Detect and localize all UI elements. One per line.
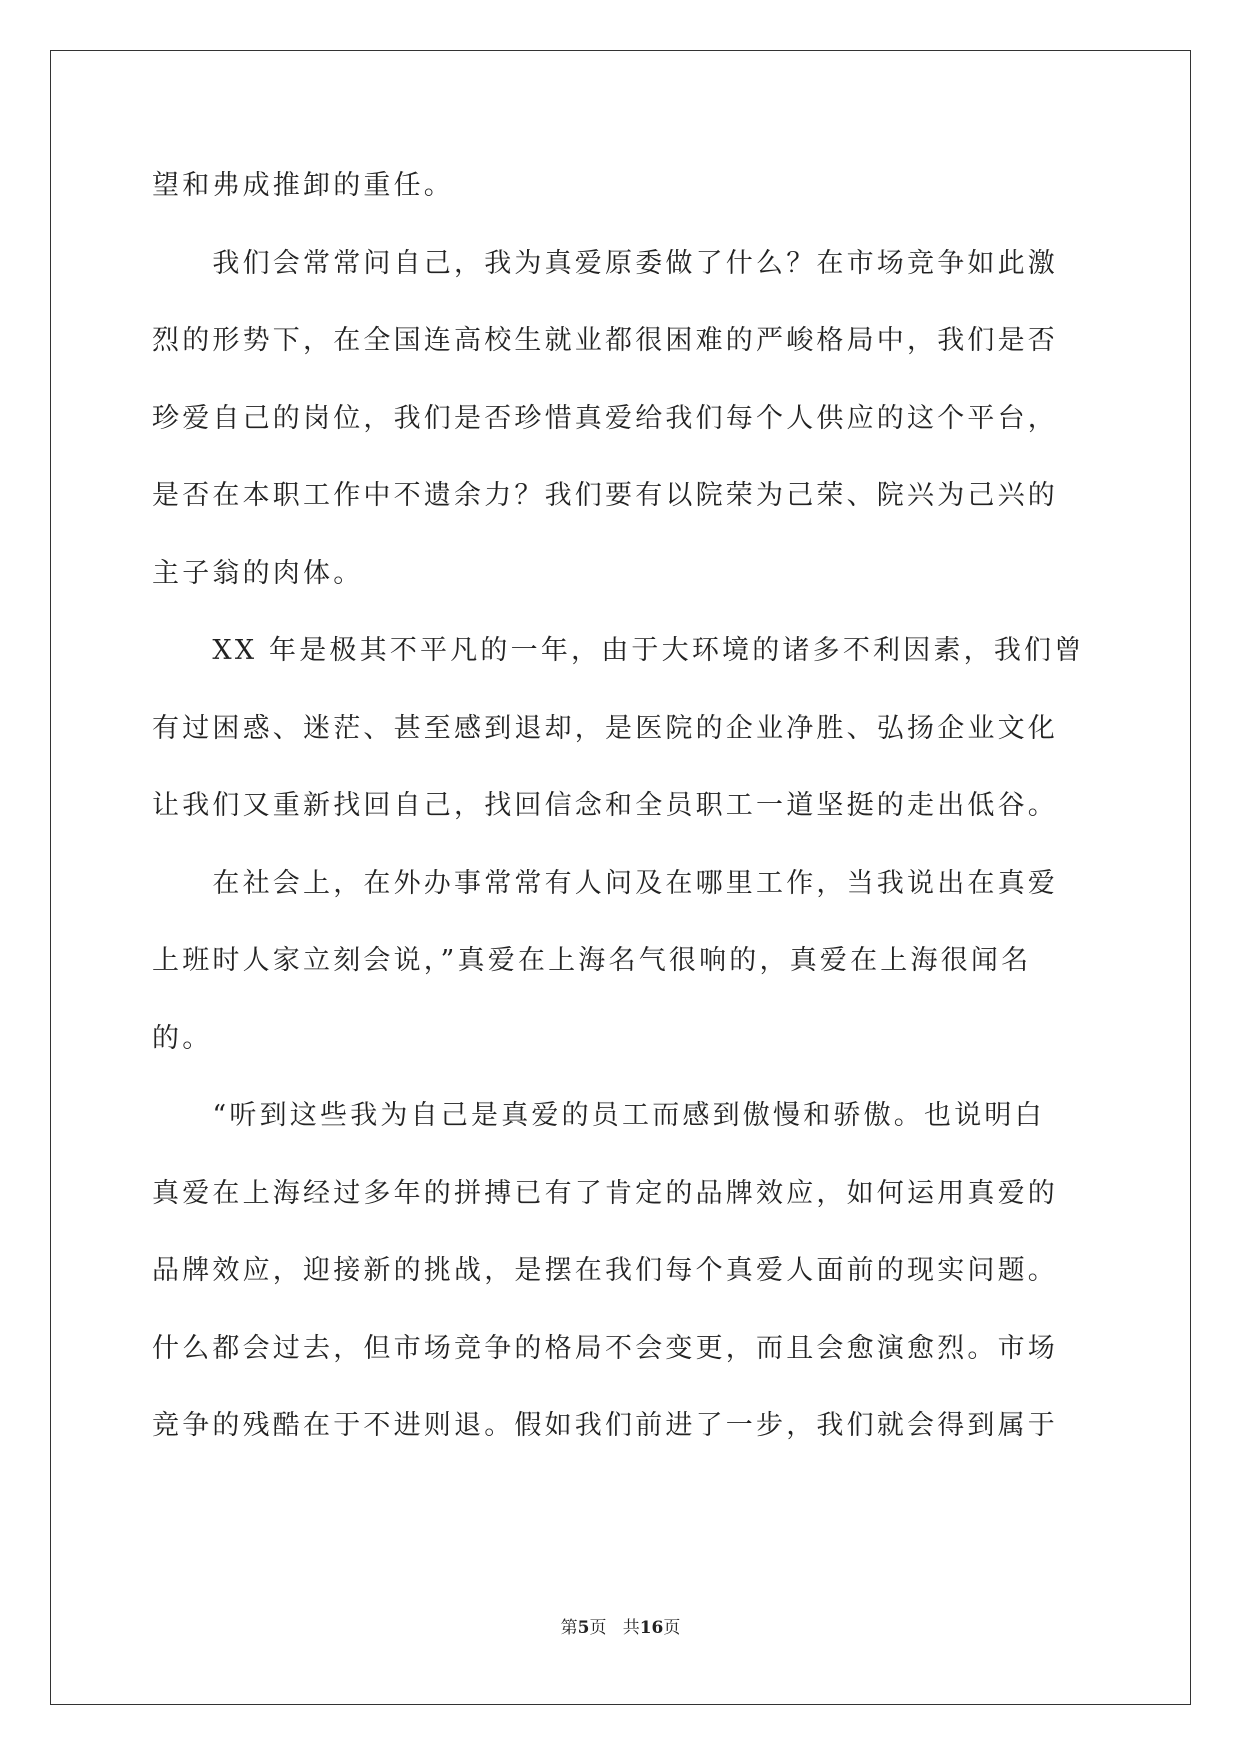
text-line: 望和弗成推卸的重任。	[152, 170, 454, 201]
text-line: 有过困惑、迷茫、甚至感到退却，是医院的企业净胜、弘扬企业文化	[152, 712, 1058, 744]
document-body	[152, 147, 1092, 1465]
page-number-footer	[0, 1613, 1241, 1638]
text-line: 品牌效应，迎接新的挑战，是摆在我们每个真爱人面前的现实问题。	[152, 1255, 1058, 1286]
text-line: 什么都会过去，但市场竞争的格局不会变更，而且会愈演愈烈。市场	[152, 1332, 1058, 1364]
text-line: 竞争的残酷在于不进则退。假如我们前进了一步，我们就会得到属于	[152, 1410, 1058, 1441]
text-line: 上班时人家立刻会说，”真爱在上海名气很响的，真爱在上海很闻名	[152, 945, 1032, 976]
text-line: 真爱在上海经过多年的拼搏已有了肯定的品牌效应，如何运用真爱的	[152, 1177, 1058, 1209]
current-page-number: 5	[577, 1618, 590, 1638]
total-page-count: 16	[639, 1618, 664, 1638]
text-line: “听到这些我为自己是真爱的员工而感到傲慢和骄傲。也说明白	[152, 1100, 1045, 1131]
text-line: 主子翁的肉体。	[152, 557, 364, 589]
text-line: 烈的形势下，在全国连高校生就业都很困难的严峻格局中，我们是否	[152, 325, 1058, 356]
text-line: XX 年是极其不平凡的一年，由于大环境的诸多不利因素，我们曾	[152, 635, 1085, 666]
text-line: 珍爱自己的岗位，我们是否珍惜真爱给我们每个人供应的这个平台，	[152, 402, 1058, 434]
footer-prefix: 第	[560, 1618, 578, 1638]
footer-total-unit: 页	[663, 1618, 681, 1638]
footer-page-unit: 页	[589, 1618, 607, 1638]
footer-total-prefix: 共	[622, 1618, 640, 1638]
text-line: 让我们又重新找回自己，找回信念和全员职工一道坚挺的走出低谷。	[152, 790, 1058, 821]
text-line: 的。	[152, 1022, 213, 1054]
text-line: 我们会常常问自己，我为真爱原委做了什么？在市场竞争如此激	[152, 247, 1058, 279]
text-line: 是否在本职工作中不遗余力？我们要有以院荣为己荣、院兴为己兴的	[152, 480, 1058, 511]
text-line: 在社会上，在外办事常常有人问及在哪里工作，当我说出在真爱	[152, 867, 1058, 899]
